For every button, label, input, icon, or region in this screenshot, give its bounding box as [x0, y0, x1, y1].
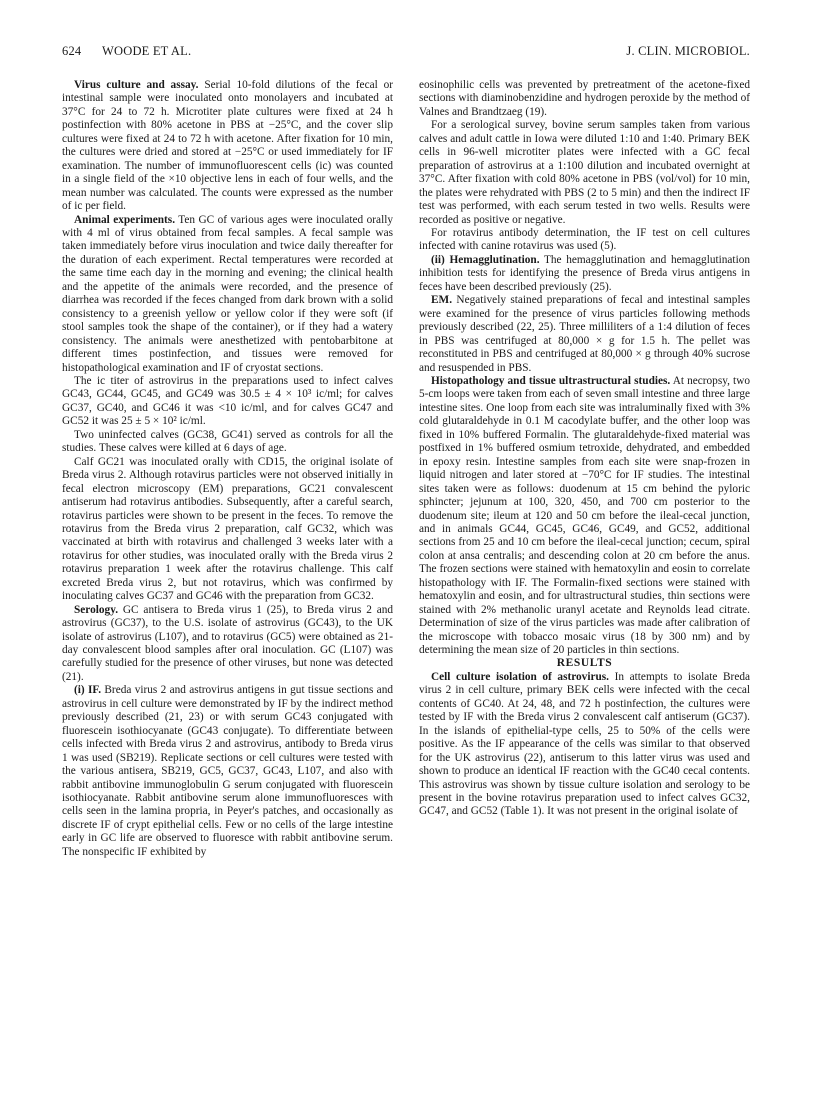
run-in-heading: Serology. — [74, 603, 119, 616]
paragraph-hemagglutination — [419, 254, 750, 294]
run-in-heading: EM. — [431, 294, 453, 307]
paragraph-continued: eosinophilic cells was prevented by pretreatment of the acetone-fixed sections with diaminobenzidine and hydrogen peroxide by the method of Valnes and Brandtzaeg (19). — [419, 79, 750, 118]
running-header — [62, 44, 750, 62]
paragraph-cell-culture-isolation — [419, 671, 750, 819]
run-in-heading: Animal experiments. — [74, 213, 176, 226]
paragraph-em — [419, 294, 750, 375]
paragraph-text: At necropsy, two 5-cm loops were taken from each of seven small intestine and three large intestine sites. One loop from each site was intraluminally fixed with 3% cold glutaraldehyde in 0.1 M cacodylate buffer, and the other loop was fixed in 10% buffered Formalin. The glutaraldehyde-fixed material was postfixed in 1% buffered osmium tetroxide, dehydrated, and embedded in epoxy resin. Intestine samples from each site were snap-frozen in liquid nitrogen and later stored at −70°C for IF studies. The intestinal sites taken were as follows: duodenum at 15 cm behind the pyloric sphincter; jejunum at 100, 320, 450, and 700 cm posterior to the duodenum site; ileum at 120 and 50 cm before the ileal-cecal junction, and in animals GC44, GC45, GC46, GC49, and GC52, additional sections from 25 and 10 cm before the ileal-cecal junction; cecum, spiral colon at ansa centralis; and descending colon at 20 cm before the anus. The frozen sections were stained with hematoxylin and eosin to correlate histopathology with IF. The Formalin-fixed sections were stained with hematoxylin and eosin, and for ultrastructural studies, thin sections were stained with 2% methanolic uranyl acetate and Reynolds lead citrate. Determination of size of the virus particles was made after calibration of the microscope with tobacco mosaic virus (18 by 300 nm) and by determining the mean size of 20 particles in thin sections. — [419, 374, 750, 657]
run-in-heading: (ii) Hemagglutination. — [431, 253, 540, 266]
section-heading-results: RESULTS — [556, 657, 613, 670]
paragraph-controls: Two uninfected calves (GC38, GC41) served as controls for all the studies. These calves were killed at 6 days of age. — [62, 428, 393, 455]
left-column — [62, 79, 393, 859]
paragraph-rotavirus-antibody: For rotavirus antibody determination, the IF test on cell cultures infected with canine rotavirus was used (5). — [419, 226, 750, 253]
paragraph-text: Serial 10-fold dilutions of the fecal or intestinal sample were inoculated onto monolayers and incubated at 37°C for 24 to 72 h. Microtiter plate cultures were fixed at 24 h postinfection with 80% acetone in PBS at −25°C, and the cover slip cultures were fixed at 24 to 72 h with acetone. After fixation for 10 min, the cultures were dried and stored at −25°C or used immediately for IF examination. The number of immunofluorescent cells (ic) was counted in a single field of the ×10 objective lens in each of four wells, and the mean number was calculated. The counts were expressed as the number of ic per field. — [62, 79, 393, 213]
paragraph-text: The hemagglutination and hemagglutination inhibition tests for identifying the presence of Breda virus antigens in feces have been described previously (25). — [419, 253, 750, 293]
running-authors: WOODE ET AL. — [102, 44, 192, 58]
paragraph-serological-survey: For a serological survey, bovine serum samples taken from various calves and adult cattle in Iowa were diluted 1:10 and 1:40. Primary BEK cells in 96-well microtiter plates were infected with a GC fecal preparation of astrovirus at a 1:100 dilution and incubated overnight at 37°C. After fixation with cold 80% acetone in PBS (vol/vol) for 10 min, the plates were rehydrated with PBS (2 to 5 min) and then the indirect IF test was performed, with each serum tested in two wells. Results were recorded as positive or negative. — [419, 119, 750, 226]
paragraph-text: Breda virus 2 and astrovirus antigens in gut tissue sections and astrovirus in cell culture were demonstrated by IF by the indirect method previously described (21, 23) or with serum GC43 conjugated with fluorescein isothiocyanate (GC43 conjugate). To differentiate between cells infected with Breda virus 2 and astrovirus, antibody to Breda virus 1 was used (SB219). Replicate sections or cell cultures were tested with the various antisera, SB219, GC5, GC37, GC43, L107, and also with rabbit antibovine immunoglobulin G serum conjugated with fluorescein isothiocyanate. Rabbit antibovine serum alone immunofluoresces with cells seen in the lamina propria, in Peyer's patches, and occasionally as discrete IF of crypt epithelial cells. Few or no cells of the large intestine early in GC life are observed to fluoresce with rabbit antibovine serum. The nonspecific IF exhibited by — [62, 684, 393, 858]
paragraph-histopathology — [419, 375, 750, 658]
run-in-heading: (i) IF. — [74, 684, 102, 697]
paragraph-text: GC antisera to Breda virus 1 (25), to Breda virus 2 and astrovirus (GC37), to the U.S. isolate of astrovirus (GC43), to the UK isolate of astrovirus (L107), and to rotavirus (GC5) were obtained as 21-day convalescent blood samples after oral inoculation. GC (L107) was carefully studied for the presence of other viruses, but none was detected (21). — [62, 603, 393, 683]
run-in-heading: Virus culture and assay. — [74, 79, 199, 91]
run-in-heading: Histopathology and tissue ultrastructural studies. — [431, 374, 671, 387]
page-number: 624 — [62, 44, 82, 58]
run-in-heading: Cell culture isolation of astrovirus. — [431, 670, 609, 683]
paragraph-text: Negatively stained preparations of fecal and intestinal samples were examined for the presence of virus particles following methods previously described (22, 25). Three milliliters of a 1:4 dilution of feces in PBS was centrifuged at 80,000 × g for 1.5 h. The pellet was reconstituted in PBS and centrifuged at 80,000 × g through 40% sucrose and resuspended in PBS. — [419, 294, 750, 374]
paragraph-ic-titer: The ic titer of astrovirus in the preparations used to infect calves GC43, GC44, GC45, and GC49 was 30.5 ± 4 × 10³ ic/ml; for calves GC37, GC40, and GC46 it was <10 ic/ml, and for calves GC47 and GC52 it was 25 ± 5 × 10² ic/ml. — [62, 374, 393, 428]
paragraph-text: In attempts to isolate Breda virus 2 in cell culture, primary BEK cells were infected with the cecal contents of GC40. At 24, 48, and 72 h postinfection, the cultures were tested by IF with the Breda virus 2 convalescent calf antiserum (GC37). In the islands of epithelial-type cells, 25 to 50% of the cells were positive. As the IF appearance of the cells was similar to that observed for the UK astrovirus (22), antiserum to this latter virus was used and shown to produce an identical IF reaction with the GC40 cecal contents. This astrovirus was shown by tissue culture isolation and serology to be present in the bovine rotavirus preparation used to infect calves GC32, GC47, and GC52 (Table 1). It was not present in the original isolate of — [419, 670, 750, 818]
paragraph-virus-culture — [62, 79, 393, 214]
paragraph-serology — [62, 604, 393, 685]
paragraph-calf-gc21: Calf GC21 was inoculated orally with CD15, the original isolate of Breda virus 2. Although rotavirus particles were not observed initially in fecal electron microscopy (EM) preparations, GC21 convalescent antiserum had rotavirus antibodies. Subsequently, after a careful search, rotavirus particles were shown to be present in the feces. To remove the rotavirus from the Breda virus 2 preparation, calf GC32, which was vaccinated at birth with rotavirus and challenged 3 weeks later with a rotavirus for other studies, was inoculated orally with the Breda virus 2 rotavirus preparation 1 week after the rotavirus challenge. This calf excreted Breda virus 2, but not rotavirus, which was confirmed by inoculating calves GC37 and GC46 with the preparation from GC32. — [62, 455, 393, 603]
journal-name: J. CLIN. MICROBIOL. — [626, 44, 750, 58]
paragraph-animal-experiments — [62, 214, 393, 375]
paragraph-if — [62, 684, 393, 859]
right-column — [419, 79, 750, 819]
paragraph-text: Ten GC of various ages were inoculated orally with 4 ml of virus obtained from fecal samples. A fecal sample was taken immediately before virus inoculation and twice daily thereafter for the duration of each experiment. Rectal temperatures were recorded at the same time each day in the morning and evening; the clinical health and the appetite of the animals were recorded, and the presence of diarrhea was recorded if the feces changed from dark brown with a solid consistency to a greenish yellow or yellow color if they were soft (if stool samples took the shape of the container), or if they had a watery consistency. The animals were anesthetized with pentobarbitone at different times postinfection, and tissues were removed for histopathological examination and IF of cryostat sections. — [62, 213, 393, 374]
